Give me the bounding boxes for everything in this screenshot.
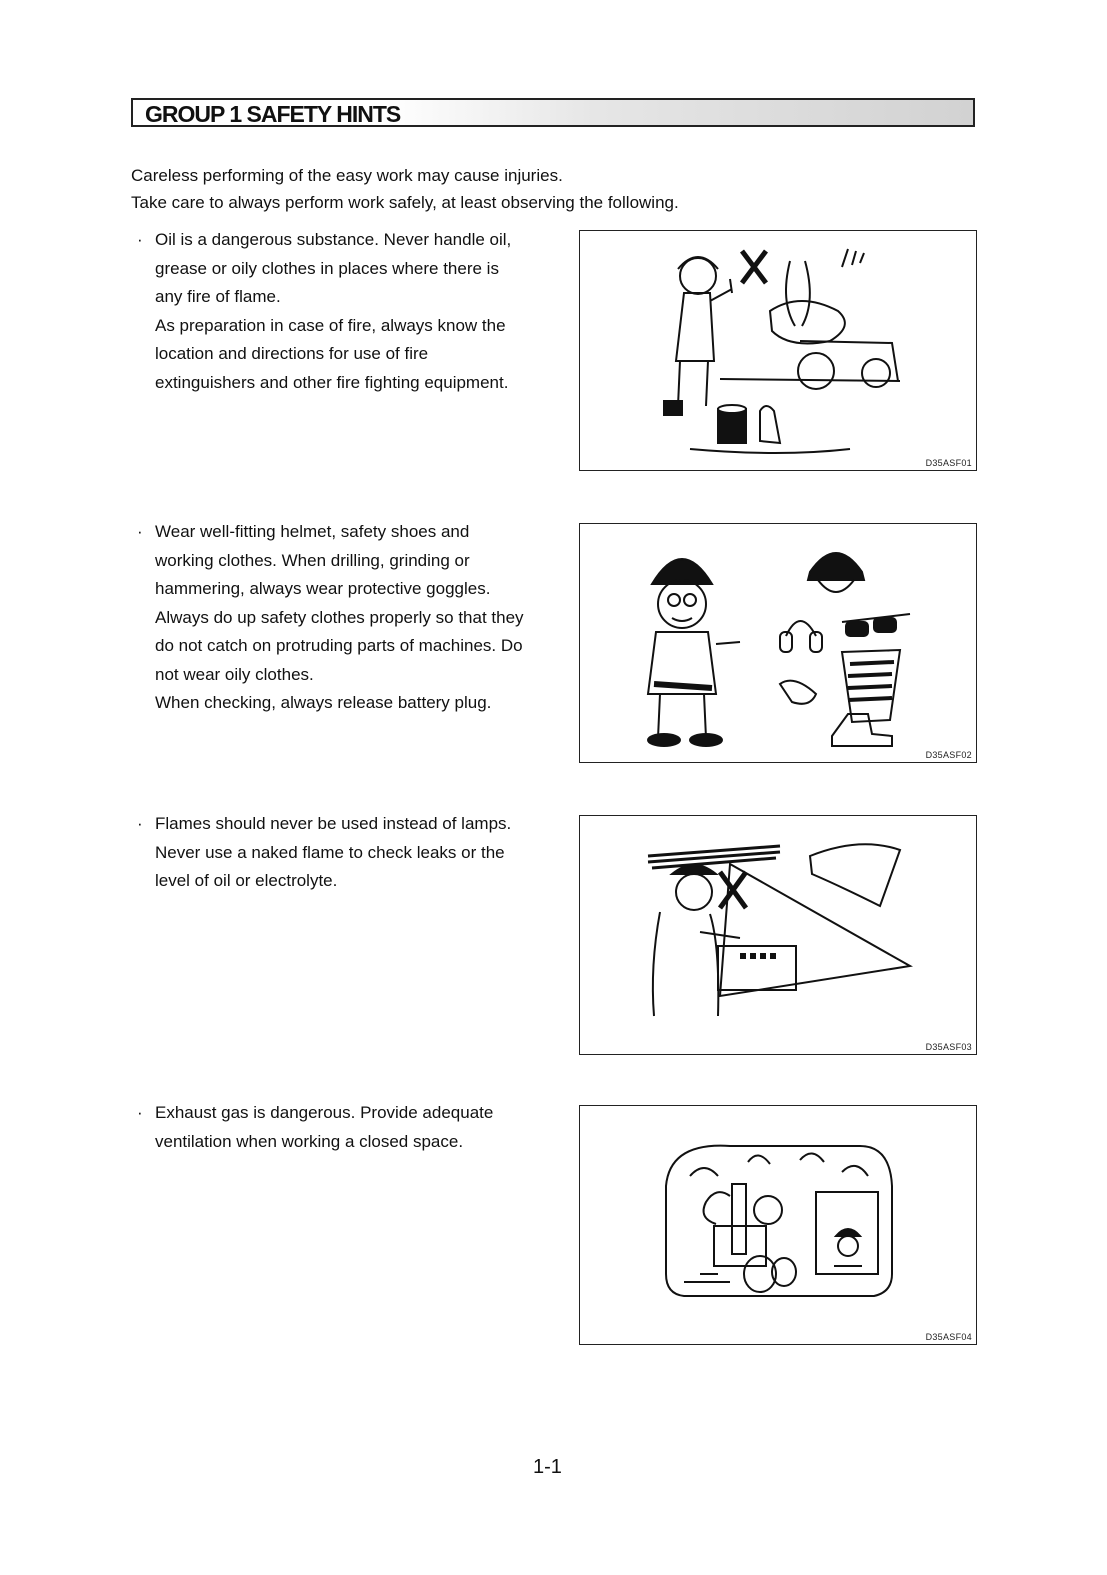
item-paragraph: Oil is a dangerous substance. Never handle oil, grease or oily clothes in places where there is any fire of flame. <box>155 230 512 306</box>
item-paragraph: Always do up safety clothes properly so that they do not catch on protruding parts of machines. Do not wear oily clothes. <box>155 607 524 684</box>
figure-code: D35ASF02 <box>925 750 972 760</box>
safety-item-exhaust <box>137 1099 529 1156</box>
bullet: · <box>137 522 143 541</box>
figure-exhaust-gas <box>579 1105 977 1345</box>
intro-text <box>131 162 831 216</box>
protective-equipment-illustration <box>580 524 976 762</box>
bullet: · <box>137 230 143 249</box>
fire-hazard-illustration <box>580 231 976 470</box>
bullet: · <box>137 814 143 833</box>
item-paragraph: Flames should never be used instead of lamps. Never use a naked flame to check leaks or the level of oil or electrolyte. <box>155 814 512 890</box>
figure-code: D35ASF03 <box>925 1042 972 1052</box>
item-paragraph: When checking, always release battery plug. <box>155 693 492 712</box>
bullet: · <box>137 1103 143 1122</box>
safety-item-flames <box>137 810 529 896</box>
figure-protective-equipment <box>579 523 977 763</box>
item-paragraph: Exhaust gas is dangerous. Provide adequate ventilation when working a closed space. <box>155 1103 494 1151</box>
figure-code: D35ASF04 <box>925 1332 972 1342</box>
page-number: 1-1 <box>533 1456 562 1478</box>
item-paragraph: As preparation in case of fire, always know the location and directions for use of fire extinguishers and other fire fighting equipment. <box>155 315 509 392</box>
safety-item-ppe <box>137 518 529 718</box>
section-title: GROUP 1 SAFETY HINTS <box>145 101 401 127</box>
intro-line: Careless performing of the easy work may cause injuries. <box>131 166 563 185</box>
safety-item-fire <box>137 226 529 397</box>
figure-fire-hazard <box>579 230 977 471</box>
exhaust-gas-illustration <box>580 1106 976 1344</box>
intro-line: Take care to always perform work safely, at least observing the following. <box>131 193 679 212</box>
naked-flame-illustration <box>580 816 976 1054</box>
figure-code: D35ASF01 <box>925 458 972 468</box>
section-header <box>131 98 975 127</box>
item-paragraph: Wear well-fitting helmet, safety shoes and working clothes. When drilling, grinding or hammering, always wear protective goggles. <box>155 522 491 598</box>
figure-naked-flame <box>579 815 977 1055</box>
